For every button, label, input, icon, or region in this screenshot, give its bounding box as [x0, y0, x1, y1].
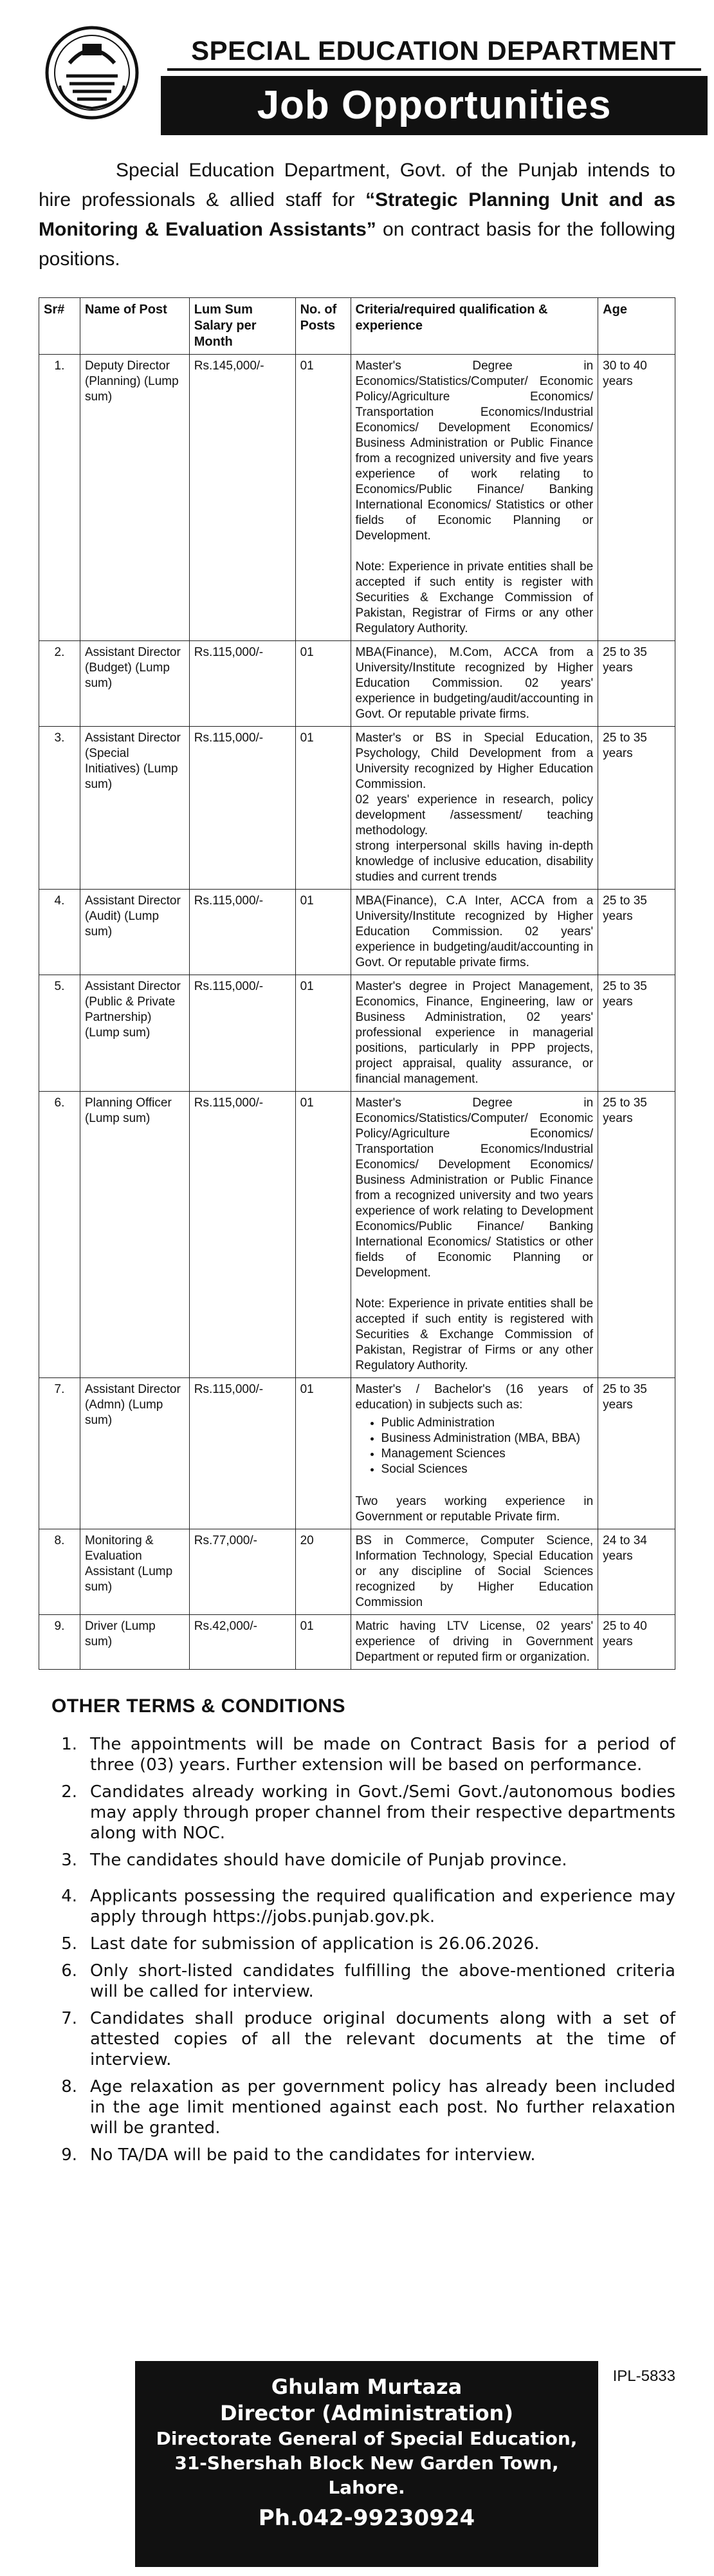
list-item: [39, 1886, 675, 1927]
cell-criteria: [351, 727, 598, 890]
header-sr: Sr#: [39, 298, 80, 355]
cell-posts: 01: [295, 890, 351, 975]
cell-sr: 8.: [39, 1529, 80, 1615]
term-number: 3.: [61, 1851, 77, 1870]
ipl-reference: IPL-5833: [612, 2367, 675, 2385]
punjab-government-logo-icon: [44, 24, 140, 121]
header: [39, 0, 675, 136]
cell-age: 25 to 35 years: [598, 890, 675, 975]
table-row: [39, 1529, 675, 1615]
title-underline: [167, 68, 701, 71]
intro-paragraph: [39, 156, 675, 274]
list-item: • Social Sciences: [381, 1462, 594, 1477]
cell-post-name: Assistant Director (Public & Private Partnership) (Lump sum): [80, 975, 189, 1092]
criteria-text: Master's Degree in Economics/Statistics/Computer/ Economic Policy/Agriculture Economics/ Transportation Economics/Industrial Economics/ Development Economics/ Business Administration or Public Finance from a recognized university and five years experience of work relating to Economics/Public Finance/ Banking International Economics/ Statistics or other fields of Economic Planning or Development.: [355, 359, 594, 543]
list-item: [39, 1961, 675, 2002]
cell-criteria: [351, 890, 598, 975]
cell-criteria: [351, 641, 598, 727]
list-item: [39, 2077, 675, 2138]
signatory-designation: Director (Administration): [220, 2401, 513, 2425]
table-row: [39, 1092, 675, 1378]
header-name-of-post: Name of Post: [80, 298, 189, 355]
list-item: [39, 1734, 675, 1775]
cell-sr: 7.: [39, 1378, 80, 1529]
criteria-note: Note: Experience in private entities shall be accepted if such entity is register with Securities & Exchange Commission of Pakistan, Registrar of Firms or any other Regulatory Authority.: [355, 560, 594, 635]
term-text: Age relaxation as per government policy has already been included in the age limit mentioned against each post. No further relaxation will be granted.: [90, 2077, 675, 2138]
criteria-experience: 02 years' experience in research, policy development /assessment/ teaching methodology.: [355, 793, 594, 837]
table-row: [39, 1378, 675, 1529]
intro-text-end: on contract basis for the following positions.: [39, 219, 675, 270]
cell-post-name: Assistant Director (Admn) (Lump sum): [80, 1378, 189, 1529]
cell-posts: 01: [295, 1378, 351, 1529]
criteria-text: MBA(Finance), M.Com, ACCA from a University/Institute recognized by Higher Education Commission. 02 years' experience in budgeting/audit/accounting in Govt. Or reputable private firms.: [355, 646, 594, 721]
positions-table: [39, 297, 675, 1670]
list-item: [39, 2008, 675, 2070]
cell-age: 25 to 35 years: [598, 975, 675, 1092]
cell-salary: Rs.115,000/-: [189, 1378, 295, 1529]
table-row: [39, 1615, 675, 1670]
cell-posts: 20: [295, 1529, 351, 1615]
cell-sr: 6.: [39, 1092, 80, 1378]
cell-age: 24 to 34 years: [598, 1529, 675, 1615]
criteria-skills: strong interpersonal skills having in-depth knowledge of inclusive education, disability studies and current trends: [355, 839, 594, 884]
cell-post-name: Assistant Director (Special Initiatives) (Lump sum): [80, 727, 189, 890]
cell-sr: 9.: [39, 1615, 80, 1670]
cell-criteria: [351, 1378, 598, 1529]
cell-post-name: Driver (Lump sum): [80, 1615, 189, 1670]
signatory-box: [135, 2361, 598, 2567]
header-criteria: Criteria/required qualification & experience: [351, 298, 598, 355]
cell-posts: 01: [295, 727, 351, 890]
cell-criteria: [351, 355, 598, 641]
term-text: The candidates should have domicile of Punjab province.: [90, 1851, 567, 1870]
term-number: 1.: [61, 1735, 77, 1754]
list-item: [39, 1850, 675, 1871]
cell-sr: 1.: [39, 355, 80, 641]
term-text: No TA/DA will be paid to the candidates for interview.: [90, 2145, 536, 2165]
terms-title: OTHER TERMS & CONDITIONS: [51, 1695, 346, 1717]
cell-sr: 4.: [39, 890, 80, 975]
terms-list: [39, 1734, 675, 2165]
table-row: [39, 727, 675, 890]
term-number: 9.: [61, 2145, 77, 2165]
cell-post-name: Monitoring & Evaluation Assistant (Lump sum): [80, 1529, 189, 1615]
cell-posts: 01: [295, 975, 351, 1092]
cell-age: 25 to 35 years: [598, 1378, 675, 1529]
cell-salary: Rs.115,000/-: [189, 727, 295, 890]
phone-number: Ph.042-99230924: [258, 2505, 475, 2531]
subject-list: [381, 1415, 594, 1477]
cell-criteria: [351, 1529, 598, 1615]
cell-criteria: [351, 1092, 598, 1378]
office-address: 31-Shershah Block New Garden Town, Lahore.: [174, 2452, 559, 2498]
header-salary: Lum Sum Salary per Month: [189, 298, 295, 355]
term-number: 4.: [61, 1887, 77, 1906]
term-number: 6.: [61, 1961, 77, 1981]
intro-highlight: “Strategic Planning Unit and as Monitoring & Evaluation Assistants”: [39, 189, 676, 240]
list-item: • Business Administration (MBA, BBA): [381, 1431, 594, 1446]
header-no-of-posts: No. of Posts: [295, 298, 351, 355]
cell-criteria: [351, 975, 598, 1092]
cell-salary: Rs.115,000/-: [189, 1092, 295, 1378]
criteria-text: Master's degree in Project Management, Economics, Finance, Engineering, law or Business Administration, 02 years' professional experience in managerial positions, particularly in PPP projects, project appraisal, quality assurance, or financial management.: [355, 980, 594, 1086]
term-number: 5.: [61, 1934, 77, 1954]
term-text: Candidates already working in Govt./Semi Govt./autonomous bodies may apply through proper channel from their respective departments along with NOC.: [90, 1782, 675, 1843]
cell-salary: Rs.145,000/-: [189, 355, 295, 641]
list-item: • Management Sciences: [381, 1446, 594, 1462]
cell-sr: 2.: [39, 641, 80, 727]
cell-age: 25 to 35 years: [598, 727, 675, 890]
cell-age: 30 to 40 years: [598, 355, 675, 641]
table-row: [39, 355, 675, 641]
list-item: • Public Administration: [381, 1415, 594, 1431]
table-row: [39, 890, 675, 975]
header-age: Age: [598, 298, 675, 355]
term-text: Candidates shall produce original documents along with a set of attested copies of all the relevant documents at the time of interview.: [90, 2009, 675, 2069]
criteria-note: Note: Experience in private entities shall be accepted if such entity is registered with Securities & Exchange Commission of Pakistan, Registrar of Firms or any other Regulatory Authority.: [355, 1297, 594, 1372]
list-item: [39, 1782, 675, 1843]
cell-age: 25 to 35 years: [598, 1092, 675, 1378]
cell-criteria: [351, 1615, 598, 1670]
cell-post-name: Planning Officer (Lump sum): [80, 1092, 189, 1378]
cell-posts: 01: [295, 641, 351, 727]
term-number: 8.: [61, 2077, 77, 2096]
cell-sr: 5.: [39, 975, 80, 1092]
cell-posts: 01: [295, 1615, 351, 1670]
intro-text: Special Education Department, Govt. of the Punjab intends to hire professionals & allied staff for: [39, 160, 675, 210]
term-text: Only short-listed candidates fulfilling the above-mentioned criteria will be called for interview.: [90, 1961, 675, 2001]
cell-posts: 01: [295, 1092, 351, 1378]
criteria-text: Master's or BS in Special Education, Psychology, Child Development from a University recognized by Higher Education Commission.: [355, 731, 594, 791]
cell-post-name: Assistant Director (Budget) (Lump sum): [80, 641, 189, 727]
cell-salary: Rs.115,000/-: [189, 975, 295, 1092]
cell-age: 25 to 40 years: [598, 1615, 675, 1670]
department-title: SPECIAL EDUCATION DEPARTMENT: [191, 35, 676, 66]
cell-age: 25 to 35 years: [598, 641, 675, 727]
term-text: The appointments will be made on Contract Basis for a period of three (03) years. Further extension will be based on performance.: [90, 1735, 675, 1775]
term-number: 2.: [61, 1782, 77, 1802]
cell-post-name: Deputy Director (Planning) (Lump sum): [80, 355, 189, 641]
cell-posts: 01: [295, 355, 351, 641]
criteria-text: Master's / Bachelor's (16 years of education) in subjects such as:: [355, 1383, 594, 1412]
cell-salary: Rs.42,000/-: [189, 1615, 295, 1670]
cell-sr: 3.: [39, 727, 80, 890]
list-item: [39, 1934, 675, 1954]
criteria-text: BS in Commerce, Computer Science, Information Technology, Special Education or any discipline of Social Sciences recognized by Higher Education Commission: [355, 1534, 594, 1609]
table-header-row: [39, 298, 675, 355]
term-number: 7.: [61, 2009, 77, 2028]
criteria-text: Master's Degree in Economics/Statistics/Computer/ Economic Policy/Agriculture Economics/ Transportation Economics/Industrial Economics/ Development Economics/ Business Administration or Public Finance from a recognized university and two years experience of work relating to Development Economics/Public Finance/ Banking International Economics/ Statistics or other fields of Economic Planning or Development.: [355, 1096, 594, 1280]
office-name: Directorate General of Special Education,: [156, 2428, 578, 2449]
term-text: Applicants possessing the required qualification and experience may apply through https://jobs.punjab.gov.pk.: [90, 1887, 675, 1927]
criteria-text: Matric having LTV License, 02 years' experience of driving in Government Department or reputed firm or organization.: [355, 1619, 594, 1664]
cell-salary: Rs.115,000/-: [189, 641, 295, 727]
cell-salary: Rs.77,000/-: [189, 1529, 295, 1615]
criteria-experience: Two years working experience in Government or reputable Private firm.: [355, 1495, 594, 1524]
table-row: [39, 975, 675, 1092]
criteria-text: MBA(Finance), C.A Inter, ACCA from a University/Institute recognized by Higher Education Commission. 02 years' experience in budgeting/audit/accounting in Govt. Or reputable private firms.: [355, 894, 594, 969]
signatory-name: Ghulam Murtaza: [271, 2375, 462, 2399]
list-item: [39, 2145, 675, 2165]
cell-post-name: Assistant Director (Audit) (Lump sum): [80, 890, 189, 975]
cell-salary: Rs.115,000/-: [189, 890, 295, 975]
footer: [39, 2361, 675, 2567]
term-text: Last date for submission of application is 26.06.2026.: [90, 1934, 540, 1954]
job-opportunities-banner: Job Opportunities: [161, 76, 708, 135]
table-row: [39, 641, 675, 727]
